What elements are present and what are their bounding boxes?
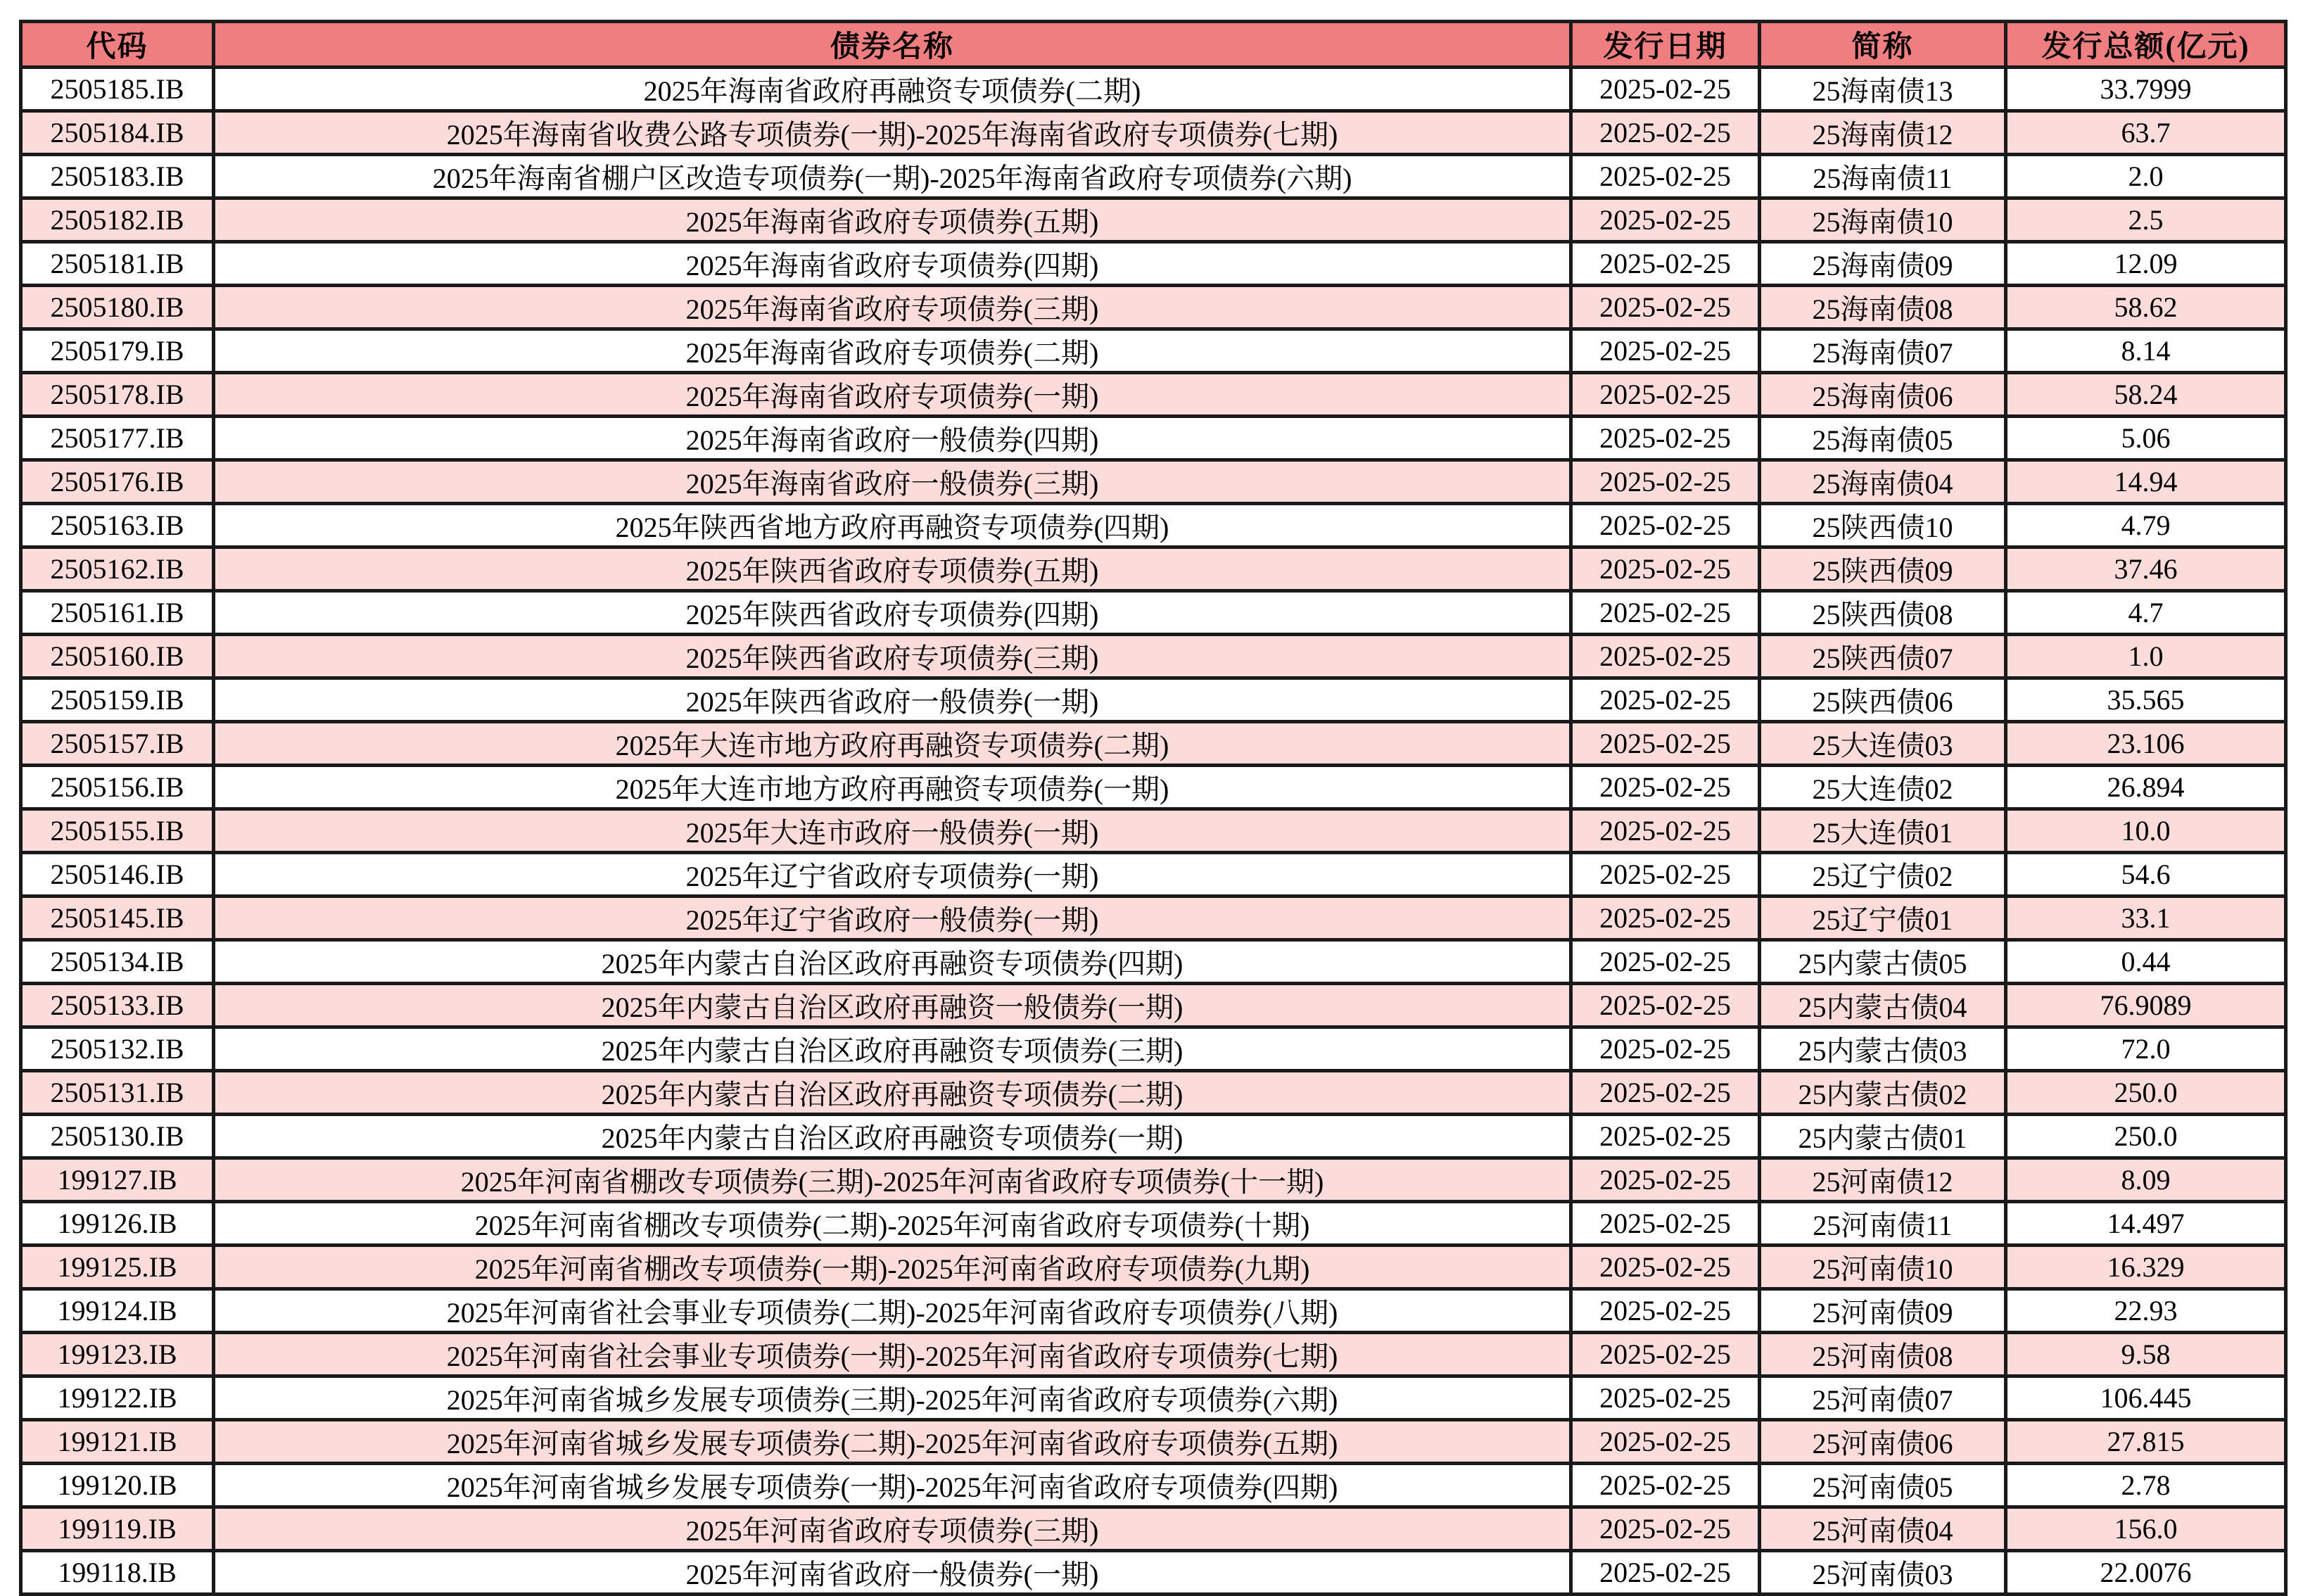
abbr-cell: 25陕西债06 bbox=[1760, 678, 2006, 722]
table-row bbox=[21, 504, 2286, 547]
code-cell: 2505131.IB bbox=[21, 1071, 214, 1115]
amount-cell: 37.46 bbox=[2006, 547, 2286, 591]
abbr-cell: 25海南债12 bbox=[1760, 111, 2006, 155]
name-cell: 2025年辽宁省政府专项债券(一期) bbox=[214, 853, 1571, 897]
amount-cell: 8.14 bbox=[2006, 329, 2286, 373]
name-cell: 2025年海南省政府专项债券(五期) bbox=[214, 198, 1571, 242]
date-cell: 2025-02-25 bbox=[1571, 1333, 1760, 1376]
table-row bbox=[21, 242, 2286, 286]
code-cell: 199122.IB bbox=[21, 1376, 214, 1420]
code-cell: 199127.IB bbox=[21, 1158, 214, 1202]
code-cell: 199123.IB bbox=[21, 1333, 214, 1376]
code-cell: 199120.IB bbox=[21, 1464, 214, 1507]
date-cell: 2025-02-25 bbox=[1571, 286, 1760, 329]
name-cell: 2025年海南省政府专项债券(一期) bbox=[214, 373, 1571, 417]
amount-cell: 2.78 bbox=[2006, 1464, 2286, 1507]
bond-table-body bbox=[21, 68, 2286, 1595]
code-cell: 2505160.IB bbox=[21, 635, 214, 678]
amount-cell: 14.94 bbox=[2006, 460, 2286, 504]
table-row bbox=[21, 678, 2286, 722]
date-cell: 2025-02-25 bbox=[1571, 1027, 1760, 1071]
name-cell: 2025年海南省政府一般债券(四期) bbox=[214, 417, 1571, 460]
amount-cell: 5.06 bbox=[2006, 417, 2286, 460]
date-cell: 2025-02-25 bbox=[1571, 809, 1760, 853]
table-row bbox=[21, 897, 2286, 940]
name-cell: 2025年海南省政府专项债券(三期) bbox=[214, 286, 1571, 329]
name-cell: 2025年辽宁省政府一般债券(一期) bbox=[214, 897, 1571, 940]
table-row bbox=[21, 198, 2286, 242]
table-row bbox=[21, 1202, 2286, 1246]
name-cell: 2025年内蒙古自治区政府再融资专项债券(一期) bbox=[214, 1115, 1571, 1158]
name-cell: 2025年河南省城乡发展专项债券(三期)-2025年河南省政府专项债券(六期) bbox=[214, 1376, 1571, 1420]
name-cell: 2025年内蒙古自治区政府再融资专项债券(二期) bbox=[214, 1071, 1571, 1115]
abbr-cell: 25内蒙古债04 bbox=[1760, 984, 2006, 1027]
abbr-cell: 25海南债10 bbox=[1760, 198, 2006, 242]
date-cell: 2025-02-25 bbox=[1571, 1246, 1760, 1289]
date-cell: 2025-02-25 bbox=[1571, 766, 1760, 809]
date-cell: 2025-02-25 bbox=[1571, 1071, 1760, 1115]
abbr-cell: 25陕西债10 bbox=[1760, 504, 2006, 547]
table-row bbox=[21, 373, 2286, 417]
name-cell: 2025年河南省棚改专项债券(二期)-2025年河南省政府专项债券(十期) bbox=[214, 1202, 1571, 1246]
table-row bbox=[21, 1551, 2286, 1595]
code-cell: 2505184.IB bbox=[21, 111, 214, 155]
amount-cell: 33.1 bbox=[2006, 897, 2286, 940]
abbr-cell: 25河南债09 bbox=[1760, 1289, 2006, 1333]
abbr-cell: 25大连债01 bbox=[1760, 809, 2006, 853]
amount-cell: 22.0076 bbox=[2006, 1551, 2286, 1595]
code-cell: 2505146.IB bbox=[21, 853, 214, 897]
table-row bbox=[21, 417, 2286, 460]
amount-cell: 2.5 bbox=[2006, 198, 2286, 242]
code-cell: 2505134.IB bbox=[21, 940, 214, 984]
name-cell: 2025年海南省政府专项债券(二期) bbox=[214, 329, 1571, 373]
amount-cell: 72.0 bbox=[2006, 1027, 2286, 1071]
amount-cell: 33.7999 bbox=[2006, 68, 2286, 111]
abbr-cell: 25海南债06 bbox=[1760, 373, 2006, 417]
abbr-cell: 25海南债11 bbox=[1760, 155, 2006, 198]
date-cell: 2025-02-25 bbox=[1571, 984, 1760, 1027]
code-cell: 2505178.IB bbox=[21, 373, 214, 417]
code-cell: 2505156.IB bbox=[21, 766, 214, 809]
table-row bbox=[21, 766, 2286, 809]
table-row bbox=[21, 547, 2286, 591]
name-cell: 2025年内蒙古自治区政府再融资专项债券(四期) bbox=[214, 940, 1571, 984]
amount-cell: 2.0 bbox=[2006, 155, 2286, 198]
code-cell: 199118.IB bbox=[21, 1551, 214, 1595]
name-cell: 2025年内蒙古自治区政府再融资专项债券(三期) bbox=[214, 1027, 1571, 1071]
amount-cell: 16.329 bbox=[2006, 1246, 2286, 1289]
amount-cell: 35.565 bbox=[2006, 678, 2286, 722]
code-cell: 2505133.IB bbox=[21, 984, 214, 1027]
column-header-date: 发行日期 bbox=[1571, 22, 1760, 68]
amount-cell: 76.9089 bbox=[2006, 984, 2286, 1027]
amount-cell: 8.09 bbox=[2006, 1158, 2286, 1202]
name-cell: 2025年海南省政府再融资专项债券(二期) bbox=[214, 68, 1571, 111]
amount-cell: 0.44 bbox=[2006, 940, 2286, 984]
name-cell: 2025年河南省政府一般债券(一期) bbox=[214, 1551, 1571, 1595]
table-row bbox=[21, 1420, 2286, 1464]
name-cell: 2025年内蒙古自治区政府再融资一般债券(一期) bbox=[214, 984, 1571, 1027]
abbr-cell: 25海南债04 bbox=[1760, 460, 2006, 504]
date-cell: 2025-02-25 bbox=[1571, 1507, 1760, 1551]
date-cell: 2025-02-25 bbox=[1571, 242, 1760, 286]
date-cell: 2025-02-25 bbox=[1571, 1464, 1760, 1507]
name-cell: 2025年河南省城乡发展专项债券(一期)-2025年河南省政府专项债券(四期) bbox=[214, 1464, 1571, 1507]
table-row bbox=[21, 1289, 2286, 1333]
code-cell: 199126.IB bbox=[21, 1202, 214, 1246]
column-header-abbr: 简称 bbox=[1760, 22, 2006, 68]
date-cell: 2025-02-25 bbox=[1571, 68, 1760, 111]
abbr-cell: 25河南债12 bbox=[1760, 1158, 2006, 1202]
name-cell: 2025年海南省政府一般债券(三期) bbox=[214, 460, 1571, 504]
name-cell: 2025年陕西省政府专项债券(四期) bbox=[214, 591, 1571, 635]
code-cell: 2505162.IB bbox=[21, 547, 214, 591]
amount-cell: 54.6 bbox=[2006, 853, 2286, 897]
code-cell: 2505159.IB bbox=[21, 678, 214, 722]
name-cell: 2025年陕西省政府专项债券(三期) bbox=[214, 635, 1571, 678]
table-row bbox=[21, 722, 2286, 766]
table-row bbox=[21, 329, 2286, 373]
date-cell: 2025-02-25 bbox=[1571, 329, 1760, 373]
abbr-cell: 25内蒙古债03 bbox=[1760, 1027, 2006, 1071]
code-cell: 2505155.IB bbox=[21, 809, 214, 853]
code-cell: 2505176.IB bbox=[21, 460, 214, 504]
name-cell: 2025年陕西省政府专项债券(五期) bbox=[214, 547, 1571, 591]
abbr-cell: 25河南债11 bbox=[1760, 1202, 2006, 1246]
amount-cell: 250.0 bbox=[2006, 1071, 2286, 1115]
code-cell: 2505182.IB bbox=[21, 198, 214, 242]
abbr-cell: 25河南债06 bbox=[1760, 1420, 2006, 1464]
abbr-cell: 25河南债08 bbox=[1760, 1333, 2006, 1376]
date-cell: 2025-02-25 bbox=[1571, 1420, 1760, 1464]
amount-cell: 106.445 bbox=[2006, 1376, 2286, 1420]
abbr-cell: 25河南债03 bbox=[1760, 1551, 2006, 1595]
code-cell: 2505185.IB bbox=[21, 68, 214, 111]
code-cell: 2505163.IB bbox=[21, 504, 214, 547]
bond-issuance-table-container bbox=[19, 20, 2285, 1596]
table-row bbox=[21, 1464, 2286, 1507]
abbr-cell: 25海南债13 bbox=[1760, 68, 2006, 111]
table-row bbox=[21, 809, 2286, 853]
table-row bbox=[21, 1071, 2286, 1115]
name-cell: 2025年陕西省政府一般债券(一期) bbox=[214, 678, 1571, 722]
code-cell: 199121.IB bbox=[21, 1420, 214, 1464]
amount-cell: 27.815 bbox=[2006, 1420, 2286, 1464]
abbr-cell: 25辽宁债02 bbox=[1760, 853, 2006, 897]
abbr-cell: 25海南债09 bbox=[1760, 242, 2006, 286]
table-row bbox=[21, 984, 2286, 1027]
table-row bbox=[21, 460, 2286, 504]
name-cell: 2025年河南省棚改专项债券(三期)-2025年河南省政府专项债券(十一期) bbox=[214, 1158, 1571, 1202]
table-row bbox=[21, 635, 2286, 678]
date-cell: 2025-02-25 bbox=[1571, 853, 1760, 897]
name-cell: 2025年海南省收费公路专项债券(一期)-2025年海南省政府专项债券(七期) bbox=[214, 111, 1571, 155]
code-cell: 2505130.IB bbox=[21, 1115, 214, 1158]
table-row bbox=[21, 155, 2286, 198]
amount-cell: 14.497 bbox=[2006, 1202, 2286, 1246]
amount-cell: 23.106 bbox=[2006, 722, 2286, 766]
date-cell: 2025-02-25 bbox=[1571, 1202, 1760, 1246]
date-cell: 2025-02-25 bbox=[1571, 1551, 1760, 1595]
date-cell: 2025-02-25 bbox=[1571, 460, 1760, 504]
date-cell: 2025-02-25 bbox=[1571, 417, 1760, 460]
name-cell: 2025年大连市地方政府再融资专项债券(一期) bbox=[214, 766, 1571, 809]
code-cell: 199125.IB bbox=[21, 1246, 214, 1289]
code-cell: 2505157.IB bbox=[21, 722, 214, 766]
amount-cell: 26.894 bbox=[2006, 766, 2286, 809]
table-row bbox=[21, 1115, 2286, 1158]
bond-issuance-table bbox=[19, 20, 2288, 1596]
abbr-cell: 25海南债08 bbox=[1760, 286, 2006, 329]
date-cell: 2025-02-25 bbox=[1571, 678, 1760, 722]
date-cell: 2025-02-25 bbox=[1571, 373, 1760, 417]
date-cell: 2025-02-25 bbox=[1571, 940, 1760, 984]
code-cell: 2505180.IB bbox=[21, 286, 214, 329]
amount-cell: 9.58 bbox=[2006, 1333, 2286, 1376]
amount-cell: 58.62 bbox=[2006, 286, 2286, 329]
name-cell: 2025年河南省政府专项债券(三期) bbox=[214, 1507, 1571, 1551]
abbr-cell: 25海南债07 bbox=[1760, 329, 2006, 373]
column-header-name: 债券名称 bbox=[214, 22, 1571, 68]
code-cell: 2505132.IB bbox=[21, 1027, 214, 1071]
abbr-cell: 25内蒙古债01 bbox=[1760, 1115, 2006, 1158]
amount-cell: 156.0 bbox=[2006, 1507, 2286, 1551]
date-cell: 2025-02-25 bbox=[1571, 155, 1760, 198]
amount-cell: 12.09 bbox=[2006, 242, 2286, 286]
name-cell: 2025年河南省棚改专项债券(一期)-2025年河南省政府专项债券(九期) bbox=[214, 1246, 1571, 1289]
amount-cell: 58.24 bbox=[2006, 373, 2286, 417]
date-cell: 2025-02-25 bbox=[1571, 1158, 1760, 1202]
date-cell: 2025-02-25 bbox=[1571, 547, 1760, 591]
date-cell: 2025-02-25 bbox=[1571, 897, 1760, 940]
abbr-cell: 25陕西债07 bbox=[1760, 635, 2006, 678]
abbr-cell: 25河南债10 bbox=[1760, 1246, 2006, 1289]
code-cell: 2505145.IB bbox=[21, 897, 214, 940]
amount-cell: 63.7 bbox=[2006, 111, 2286, 155]
date-cell: 2025-02-25 bbox=[1571, 1289, 1760, 1333]
table-row bbox=[21, 1158, 2286, 1202]
table-row bbox=[21, 68, 2286, 111]
code-cell: 2505161.IB bbox=[21, 591, 214, 635]
date-cell: 2025-02-25 bbox=[1571, 198, 1760, 242]
abbr-cell: 25内蒙古债05 bbox=[1760, 940, 2006, 984]
name-cell: 2025年河南省城乡发展专项债券(二期)-2025年河南省政府专项债券(五期) bbox=[214, 1420, 1571, 1464]
table-row bbox=[21, 1507, 2286, 1551]
column-header-code: 代码 bbox=[21, 22, 214, 68]
table-row bbox=[21, 591, 2286, 635]
column-header-amount: 发行总额(亿元) bbox=[2006, 22, 2286, 68]
name-cell: 2025年河南省社会事业专项债券(一期)-2025年河南省政府专项债券(七期) bbox=[214, 1333, 1571, 1376]
table-row bbox=[21, 1246, 2286, 1289]
table-row bbox=[21, 111, 2286, 155]
name-cell: 2025年海南省棚户区改造专项债券(一期)-2025年海南省政府专项债券(六期) bbox=[214, 155, 1571, 198]
table-row bbox=[21, 1333, 2286, 1376]
table-header bbox=[21, 22, 2286, 68]
abbr-cell: 25海南债05 bbox=[1760, 417, 2006, 460]
table-row bbox=[21, 940, 2286, 984]
date-cell: 2025-02-25 bbox=[1571, 504, 1760, 547]
code-cell: 2505179.IB bbox=[21, 329, 214, 373]
table-row bbox=[21, 853, 2286, 897]
code-cell: 199119.IB bbox=[21, 1507, 214, 1551]
name-cell: 2025年陕西省地方政府再融资专项债券(四期) bbox=[214, 504, 1571, 547]
amount-cell: 10.0 bbox=[2006, 809, 2286, 853]
date-cell: 2025-02-25 bbox=[1571, 722, 1760, 766]
date-cell: 2025-02-25 bbox=[1571, 635, 1760, 678]
amount-cell: 1.0 bbox=[2006, 635, 2286, 678]
code-cell: 2505181.IB bbox=[21, 242, 214, 286]
abbr-cell: 25内蒙古债02 bbox=[1760, 1071, 2006, 1115]
name-cell: 2025年海南省政府专项债券(四期) bbox=[214, 242, 1571, 286]
table-row bbox=[21, 1376, 2286, 1420]
table-row bbox=[21, 286, 2286, 329]
abbr-cell: 25河南债07 bbox=[1760, 1376, 2006, 1420]
date-cell: 2025-02-25 bbox=[1571, 591, 1760, 635]
abbr-cell: 25河南债04 bbox=[1760, 1507, 2006, 1551]
abbr-cell: 25陕西债08 bbox=[1760, 591, 2006, 635]
name-cell: 2025年大连市地方政府再融资专项债券(二期) bbox=[214, 722, 1571, 766]
code-cell: 2505177.IB bbox=[21, 417, 214, 460]
date-cell: 2025-02-25 bbox=[1571, 1376, 1760, 1420]
table-row bbox=[21, 1027, 2286, 1071]
amount-cell: 4.79 bbox=[2006, 504, 2286, 547]
name-cell: 2025年大连市政府一般债券(一期) bbox=[214, 809, 1571, 853]
amount-cell: 22.93 bbox=[2006, 1289, 2286, 1333]
abbr-cell: 25陕西债09 bbox=[1760, 547, 2006, 591]
code-cell: 199124.IB bbox=[21, 1289, 214, 1333]
abbr-cell: 25大连债03 bbox=[1760, 722, 2006, 766]
abbr-cell: 25河南债05 bbox=[1760, 1464, 2006, 1507]
name-cell: 2025年河南省社会事业专项债券(二期)-2025年河南省政府专项债券(八期) bbox=[214, 1289, 1571, 1333]
date-cell: 2025-02-25 bbox=[1571, 1115, 1760, 1158]
amount-cell: 250.0 bbox=[2006, 1115, 2286, 1158]
amount-cell: 4.7 bbox=[2006, 591, 2286, 635]
abbr-cell: 25大连债02 bbox=[1760, 766, 2006, 809]
date-cell: 2025-02-25 bbox=[1571, 111, 1760, 155]
abbr-cell: 25辽宁债01 bbox=[1760, 897, 2006, 940]
code-cell: 2505183.IB bbox=[21, 155, 214, 198]
header-row bbox=[21, 22, 2286, 68]
